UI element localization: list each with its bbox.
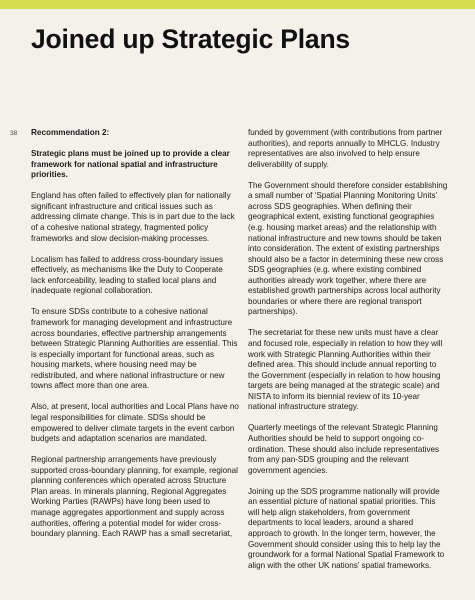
recommendation-heading: Recommendation 2: [31,128,110,137]
body-paragraph: Quarterly meetings of the relevant Strategic Planning Authorities should be held to support ongoing co-ordination. These should also include representatives from any pan-SDS grouping and the relevant government agencies. [248,423,440,475]
body-paragraph: To ensure SDSs contribute to a cohesive national framework for managing development and infrastructure across boundaries, effective partnership arrangements between Strategic Planning Authorities are essential. This is especially important for functional areas, such as housing markets, where housing need may be redistributed, and where national infrastructure or new towns affect more than one area. [31,307,238,391]
body-paragraph: Also, at present, local authorities and Local Plans have no legal responsibilities for climate. SDSs should be empowered to deliver climate targets in the event carbon budgets and adaptation scenarios are mandated. [31,402,239,444]
page-number: 38 [10,130,18,137]
right-column [248,128,448,582]
page-title: Joined up Strategic Plans [31,24,350,54]
body-paragraph: Regional partnership arrangements have previously supported cross-boundary planning, for example, regional planning conferences which operated across Structure Plan areas. In minerals planning, Regional Aggregates Working Parties (RAWPs) have long been used to manage aggregates apportionment and supply across authorities, offering a potential model for wider cross-boundary planning. Each RAWP has a small secretariat, [31,455,238,539]
recommendation-lead: Strategic plans must be joined up to provide a clear framework for national spatial and infrastructure priorities. [31,149,230,180]
body-paragraph: Joining up the SDS programme nationally will provide an essential picture of national spatial priorities. This will help align stakeholders, from government departments to local leaders, around a shared approach to growth. In the longer term, however, the Government should consider using this to help lay the groundwork for a formal National Spatial Framework to align with the other UK nations’ spatial frameworks. [248,486,445,570]
body-paragraph: The Government should therefore consider establishing a small number of ‘Spatial Planning Monitoring Units’ across SDS geographies. When defining their geographical extent, existing functional geographies (e.g. housing market areas) and the relationship with national infrastructure and new towns should be taken into consideration. The extent of existing partnerships should also be a factor in determining these new cross SDS geographies (e.g. where existing combined authorities already work together, where there are established growth partnerships across local authority boundaries or where there are regional transport partnerships). [248,180,448,317]
body-paragraph: funded by government (with contributions from partner authorities), and reports annually to MHCLG. Industry representatives are also involved to help ensure deliverability of supply. [248,128,443,169]
body-paragraph: England has often failed to effectively plan for nationally significant infrastructure and critical issues such as addressing climate change. This is in part due to the lack of a cohesive national strategy, fragmented policy frameworks and slow decision-making processes. [31,191,235,243]
left-column [31,128,239,550]
body-paragraph: The secretariat for these new units must have a clear and focused role, especially in relation to how they will work with Strategic Planning Authorities within their defined area. This should include annual reporting to the Government (especially in relation to how housing targets are being managed at the strategic scale) and NISTA to inform its biennial review of its 10-year national infrastructure strategy. [248,328,443,412]
accent-top-bar [0,0,475,9]
body-paragraph: Localism has failed to address cross-boundary issues effectively, as mechanisms like the Duty to Cooperate lack enforceability, leading to stalled local plans and inadequate regional collaboration. [31,254,224,296]
